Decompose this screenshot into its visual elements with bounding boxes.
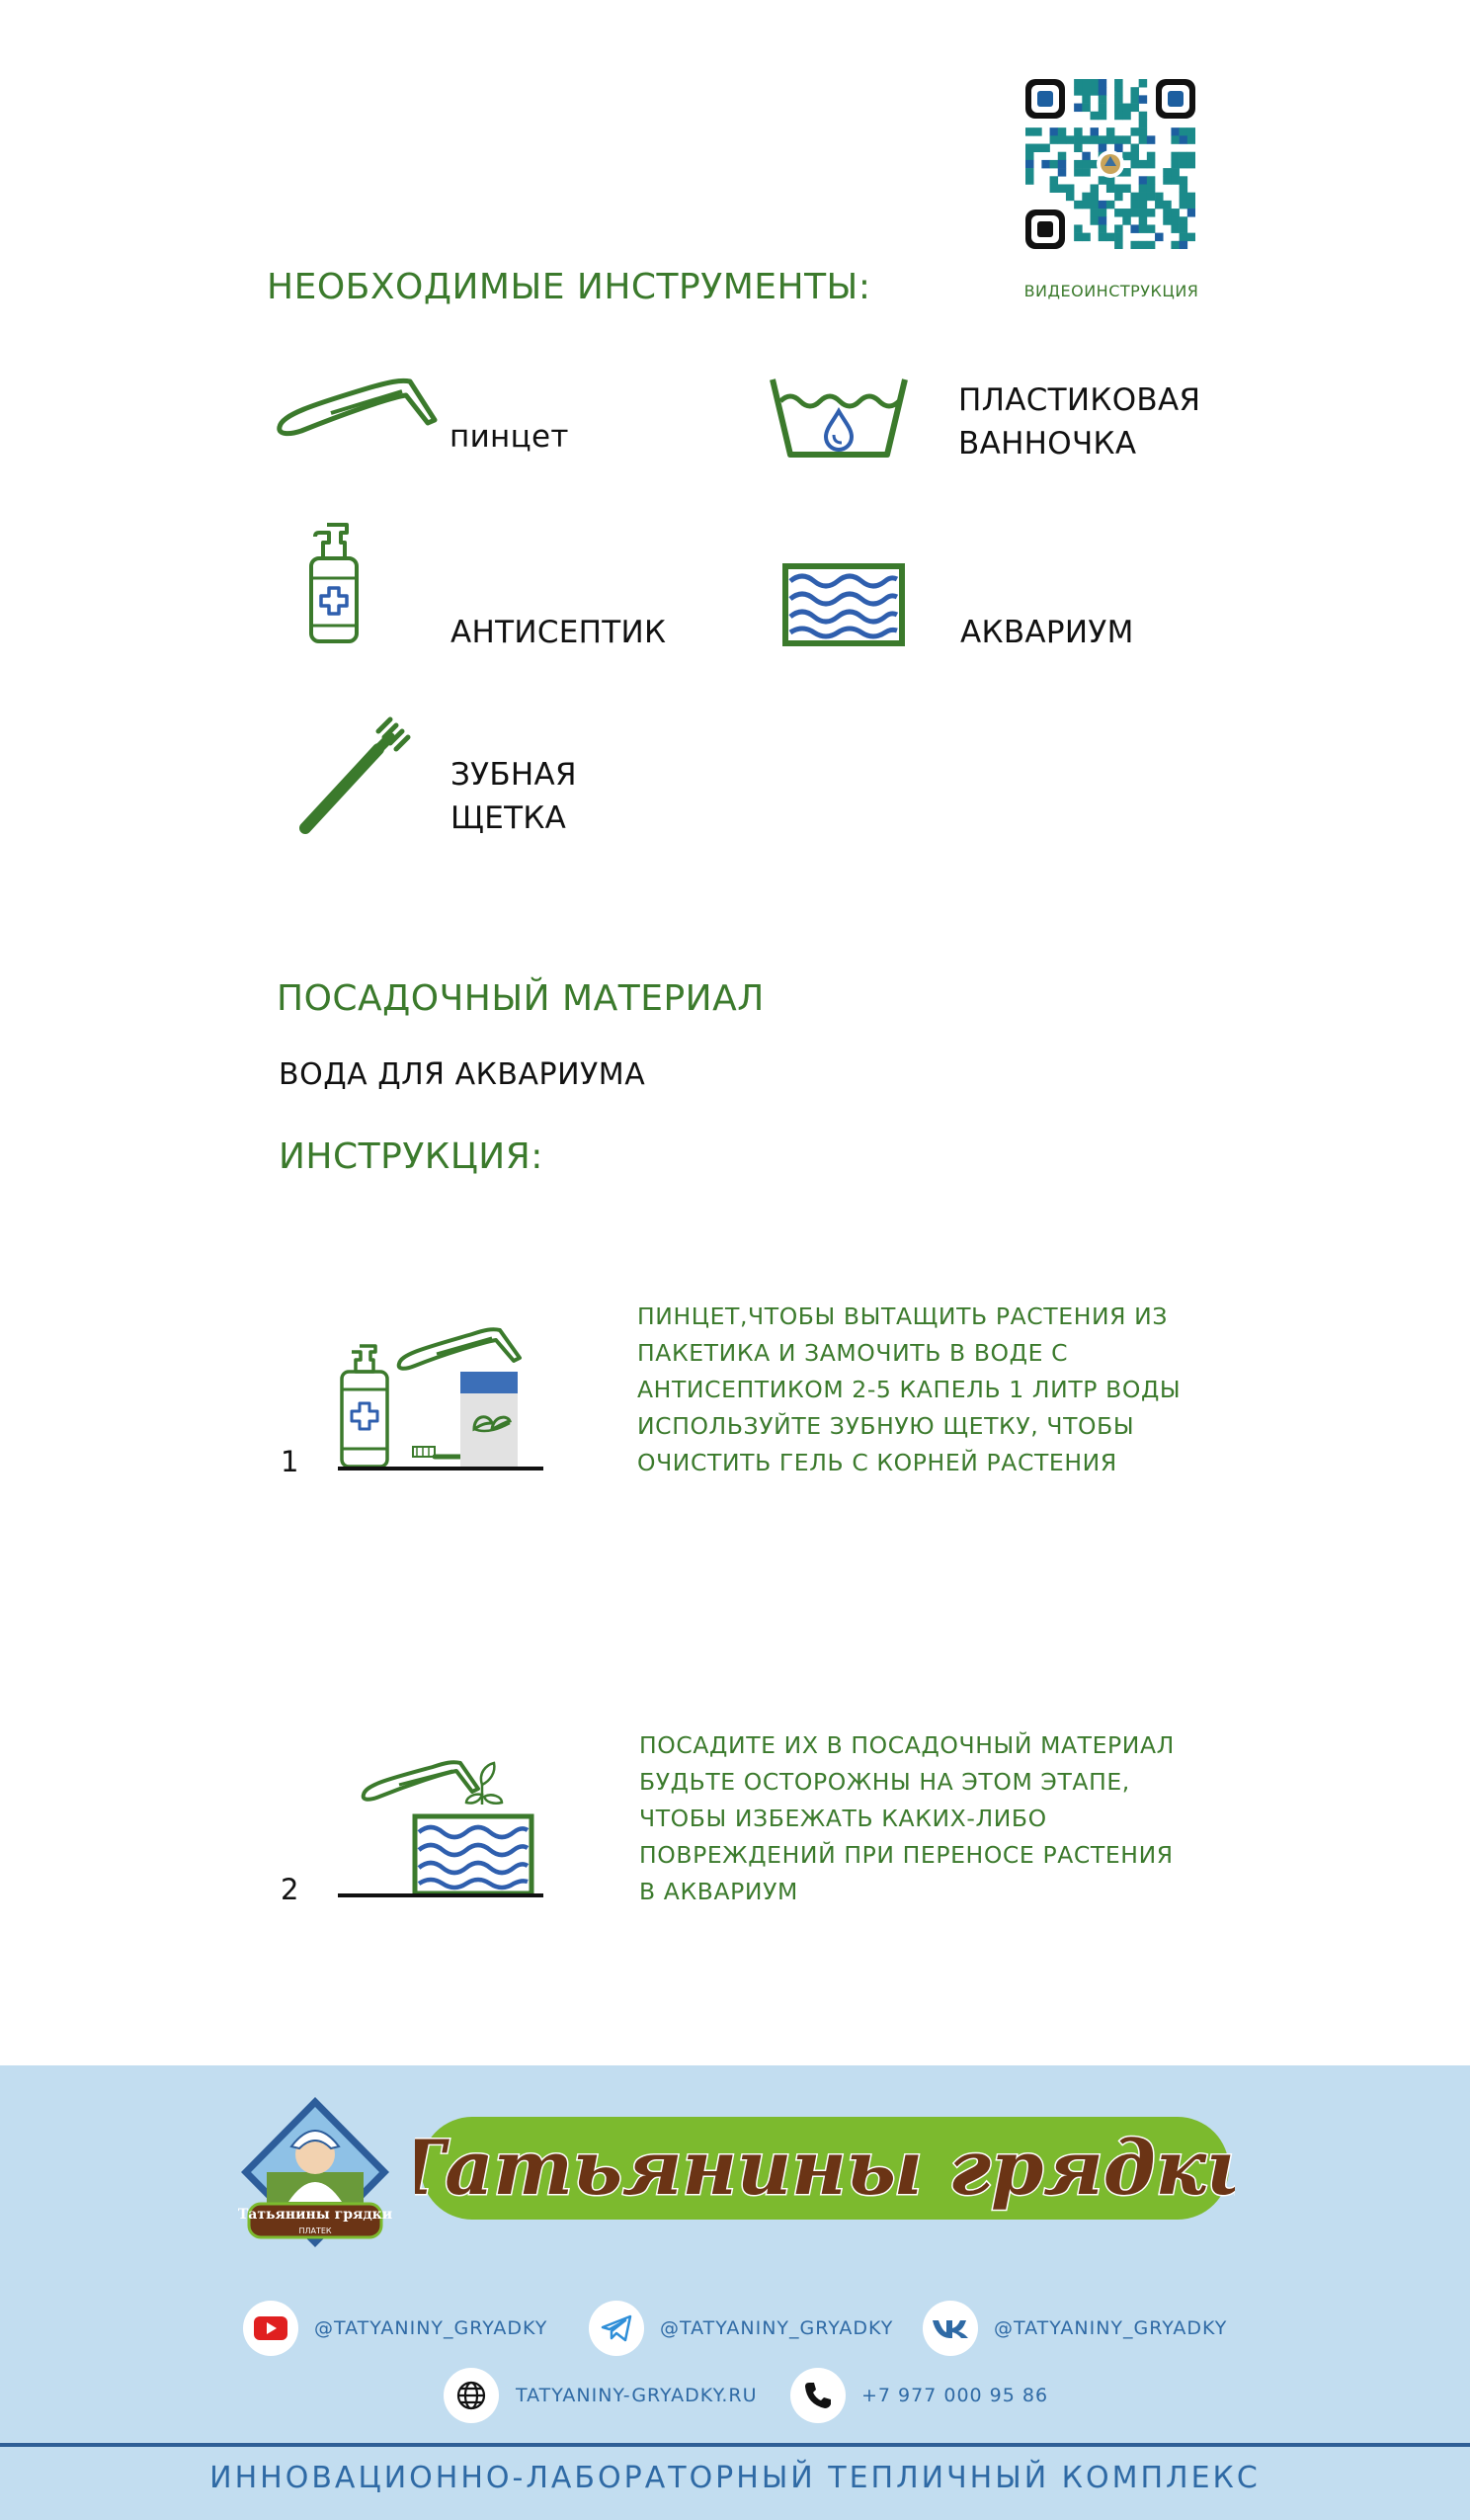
qr-module [1074,79,1082,87]
qr-module [1180,127,1187,135]
qr-module [1171,160,1179,168]
qr-module [1139,160,1147,168]
qr-module [1180,184,1187,192]
youtube-handle[interactable]: @TATYANINY_GRYADKY [314,2317,548,2339]
qr-module [1091,87,1099,95]
qr-module [1025,160,1033,168]
qr-module [1163,176,1171,184]
aquarium-icon [782,563,905,646]
qr-module [1099,135,1106,143]
qr-module [1091,184,1099,192]
brand-name: Татьянины грядки [415,2124,1235,2212]
qr-module [1050,127,1058,135]
qr-module [1106,135,1114,143]
step-1-number: 1 [281,1445,299,1478]
qr-module [1114,241,1122,249]
qr-module [1180,152,1187,160]
qr-module [1114,135,1122,143]
step-1-line: ОЧИСТИТЬ ГЕЛЬ С КОРНЕЙ РАСТЕНИЯ [637,1449,1117,1476]
qr-module [1139,193,1147,201]
qr-module [1058,160,1066,168]
qr-module [1114,87,1122,95]
qr-module [1122,168,1130,176]
qr-module [1180,135,1187,143]
tool-label-brush-1: ЗУБНАЯ [450,757,577,793]
qr-module [1025,168,1033,176]
qr-module [1114,224,1122,232]
qr-module [1082,152,1090,160]
qr-module [1139,216,1147,224]
qr-module [1025,152,1033,160]
qr-module [1122,184,1130,192]
emblem-sub: ПЛАТЕК [298,2226,332,2235]
qr-module [1187,135,1195,143]
qr-module [1187,209,1195,216]
qr-module [1139,79,1147,87]
tray-icon [769,376,909,459]
qr-module [1050,176,1058,184]
qr-module [1074,104,1082,112]
qr-module [1139,201,1147,209]
youtube-button[interactable] [243,2301,298,2356]
qr-module [1082,201,1090,209]
qr-module [1122,152,1130,160]
qr-module [1147,241,1155,249]
qr-module [1180,224,1187,232]
step-2-line: ПОСАДИТЕ ИХ В ПОСАДОЧНЫЙ МАТЕРИАЛ [639,1731,1175,1759]
qr-module [1099,79,1106,87]
qr-module [1091,201,1099,209]
qr-module [1074,233,1082,241]
qr-module [1114,95,1122,103]
qr-module [1099,95,1106,103]
qr-module [1180,233,1187,241]
brand-emblem [237,2093,393,2261]
emblem-title: Татьянины грядки [237,2207,393,2223]
qr-module [1099,104,1106,112]
qr-module [1147,184,1155,192]
step-2-line: В АКВАРИУМ [639,1878,798,1905]
qr-module [1187,152,1195,160]
step-2-text [639,1727,1192,1910]
qr-module [1106,184,1114,192]
step-1-line: ПИНЦЕТ,ЧТОБЫ ВЫТАЩИТЬ РАСТЕНИЯ ИЗ [637,1302,1168,1330]
qr-module [1091,193,1099,201]
qr-module [1139,95,1147,103]
qr-module [1099,209,1106,216]
qr-module [1147,209,1155,216]
qr-module [1074,201,1082,209]
tool-label-tray-1: ПЛАСТИКОВАЯ [958,382,1201,418]
qr-module [1139,241,1147,249]
qr-module [1130,127,1138,135]
qr-module [1050,184,1058,192]
qr-module [1180,201,1187,209]
step-1-line: ПАКЕТИКА И ЗАМОЧИТЬ В ВОДЕ С [637,1339,1069,1367]
qr-module [1130,152,1138,160]
qr-module [1033,144,1041,152]
qr-module [1091,112,1099,120]
website-link[interactable]: TATYANINY-GRYADKY.RU [516,2385,758,2406]
qr-module [1058,184,1066,192]
qr-module [1147,224,1155,232]
qr-module [1180,241,1187,249]
tools-title: НЕОБХОДИМЫЕ ИНСТРУМЕНТЫ: [267,267,871,307]
qr-module [1139,135,1147,143]
qr-module [1082,193,1090,201]
qr-module [1082,79,1090,87]
qr-module [1139,176,1147,184]
qr-module [1163,201,1171,209]
tool-label-antiseptic: АНТИСЕПТИК [450,615,667,650]
qr-module [1163,216,1171,224]
qr-module [1114,144,1122,152]
qr-module [1050,135,1058,143]
material-title: ПОСАДОЧНЫЙ МАТЕРИАЛ [277,978,765,1019]
step-1-illustration [334,1324,546,1472]
qr-module [1091,127,1099,135]
qr-module [1082,87,1090,95]
qr-module [1147,160,1155,168]
globe-icon [455,2380,487,2411]
step-1-text [637,1299,1190,1481]
phone-icon [803,2381,833,2410]
qr-module [1130,104,1138,112]
qr-module [1066,193,1074,201]
qr-module [1099,216,1106,224]
qr-module [1025,127,1033,135]
qr-module [1171,224,1179,232]
qr-module [1025,176,1033,184]
qr-module [1171,152,1179,160]
qr-module [1122,209,1130,216]
toothbrush-icon [291,710,415,838]
qr-module [1091,135,1099,143]
qr-module [1114,104,1122,112]
qr-module [1187,193,1195,201]
qr-module [1114,233,1122,241]
qr-module [1130,224,1138,232]
qr-module [1058,168,1066,176]
qr-module [1106,233,1114,241]
footer-tagline: ИННОВАЦИОННО-ЛАБОРАТОРНЫЙ ТЕПЛИЧНЫЙ КОМПЛЕКС [209,2461,1261,2495]
tool-label-tray-2: ВАННОЧКА [958,426,1137,462]
telegram-button[interactable] [589,2301,644,2356]
qr-module [1058,127,1066,135]
qr-code[interactable] [1025,79,1195,249]
qr-module [1187,233,1195,241]
qr-module [1091,216,1099,224]
qr-module [1180,160,1187,168]
qr-module [1099,233,1106,241]
qr-module [1155,233,1163,241]
instruction-title: ИНСТРУКЦИЯ: [279,1136,543,1177]
qr-module [1180,193,1187,201]
qr-module [1033,127,1041,135]
qr-module [1130,144,1138,152]
website-button[interactable] [444,2368,499,2423]
phone-button[interactable] [790,2368,846,2423]
qr-module [1171,168,1179,176]
qr-module [1099,224,1106,232]
qr-module [1114,184,1122,192]
qr-module [1139,209,1147,216]
telegram-icon [601,2314,632,2342]
qr-caption: ВИДЕОИНСТРУКЦИЯ [1023,282,1199,300]
qr-module [1130,87,1138,95]
qr-module [1074,127,1082,135]
qr-module [1155,193,1163,201]
qr-module [1066,184,1074,192]
qr-module [1074,87,1082,95]
qr-module [1114,209,1122,216]
qr-module [1187,127,1195,135]
tool-label-aquarium: АКВАРИУМ [960,615,1134,650]
qr-module [1163,168,1171,176]
tool-label-tweezers: пинцет [449,419,569,455]
qr-module [1171,241,1179,249]
qr-module [1114,79,1122,87]
qr-module [1114,112,1122,120]
phone-number[interactable]: +7 977 000 95 86 [861,2385,1049,2406]
qr-module [1147,152,1155,160]
qr-module [1041,160,1049,168]
qr-module [1187,160,1195,168]
step-2-line: ПОВРЕЖДЕНИЙ ПРИ ПЕРЕНОСЕ РАСТЕНИЯ [639,1841,1174,1869]
qr-module [1082,104,1090,112]
qr-module [1099,87,1106,95]
tweezers-icon [272,376,440,445]
qr-module [1130,95,1138,103]
qr-module [1058,152,1066,160]
tool-label-brush-2: ЩЕТКА [450,800,567,836]
qr-module [1180,216,1187,224]
qr-module [1139,184,1147,192]
material-item: ВОДА ДЛЯ АКВАРИУМА [279,1057,646,1092]
qr-module [1139,120,1147,127]
step-2-line: БУДЬТЕ ОСТОРОЖНЫ НА ЭТОМ ЭТАПЕ, [639,1768,1130,1796]
qr-module [1147,176,1155,184]
qr-module [1074,224,1082,232]
qr-module [1066,135,1074,143]
qr-module [1187,201,1195,209]
step-2-illustration [334,1749,546,1902]
qr-module [1130,201,1138,209]
step-2-line: ЧТОБЫ ИЗБЕЖАТЬ КАКИХ-ЛИБО [639,1805,1047,1832]
qr-module [1091,79,1099,87]
qr-module [1074,144,1082,152]
qr-module [1106,127,1114,135]
qr-module [1147,135,1155,143]
qr-module [1082,135,1090,143]
qr-module [1074,168,1082,176]
vk-icon [931,2317,970,2339]
qr-module [1122,104,1130,112]
youtube-icon [254,2316,287,2340]
qr-module [1171,176,1179,184]
qr-module [1130,241,1138,249]
brand-wordmark [415,2103,1235,2233]
antiseptic-icon [301,519,367,647]
qr-module [1099,201,1106,209]
qr-module [1130,209,1138,216]
qr-module [1099,176,1106,184]
qr-module [1082,160,1090,168]
qr-module [1041,144,1049,152]
qr-module [1130,160,1138,168]
qr-module [1122,216,1130,224]
qr-module [1082,168,1090,176]
qr-module [1171,127,1179,135]
qr-module [1091,209,1099,216]
telegram-handle[interactable]: @TATYANINY_GRYADKY [660,2317,894,2339]
footer-divider [0,2443,1470,2447]
qr-module [1058,135,1066,143]
qr-module [1114,193,1122,201]
qr-module [1082,95,1090,103]
qr-module [1099,144,1106,152]
step-1-line: АНТИСЕПТИКОМ 2-5 КАПЕЛЬ 1 ЛИТР ВОДЫ [637,1376,1182,1403]
qr-module [1082,233,1090,241]
vk-button[interactable] [923,2301,978,2356]
qr-module [1147,193,1155,201]
qr-module [1163,209,1171,216]
vk-handle[interactable]: @TATYANINY_GRYADKY [994,2317,1228,2339]
qr-module [1122,135,1130,143]
qr-module [1025,144,1033,152]
qr-module [1050,160,1058,168]
qr-module [1130,193,1138,201]
qr-module [1171,209,1179,216]
step-2-number: 2 [281,1873,299,1906]
qr-module [1122,112,1130,120]
qr-module [1074,135,1082,143]
qr-module [1171,216,1179,224]
qr-module [1099,112,1106,120]
qr-module [1106,201,1114,209]
step-1-line: ИСПОЛЬЗУЙТЕ ЗУБНУЮ ЩЕТКУ, ЧТОБЫ [637,1412,1135,1440]
qr-module [1171,135,1179,143]
qr-module [1139,127,1147,135]
qr-module [1180,176,1187,184]
qr-module [1139,112,1147,120]
qr-module [1155,201,1163,209]
qr-module [1074,160,1082,168]
qr-module [1139,224,1147,232]
